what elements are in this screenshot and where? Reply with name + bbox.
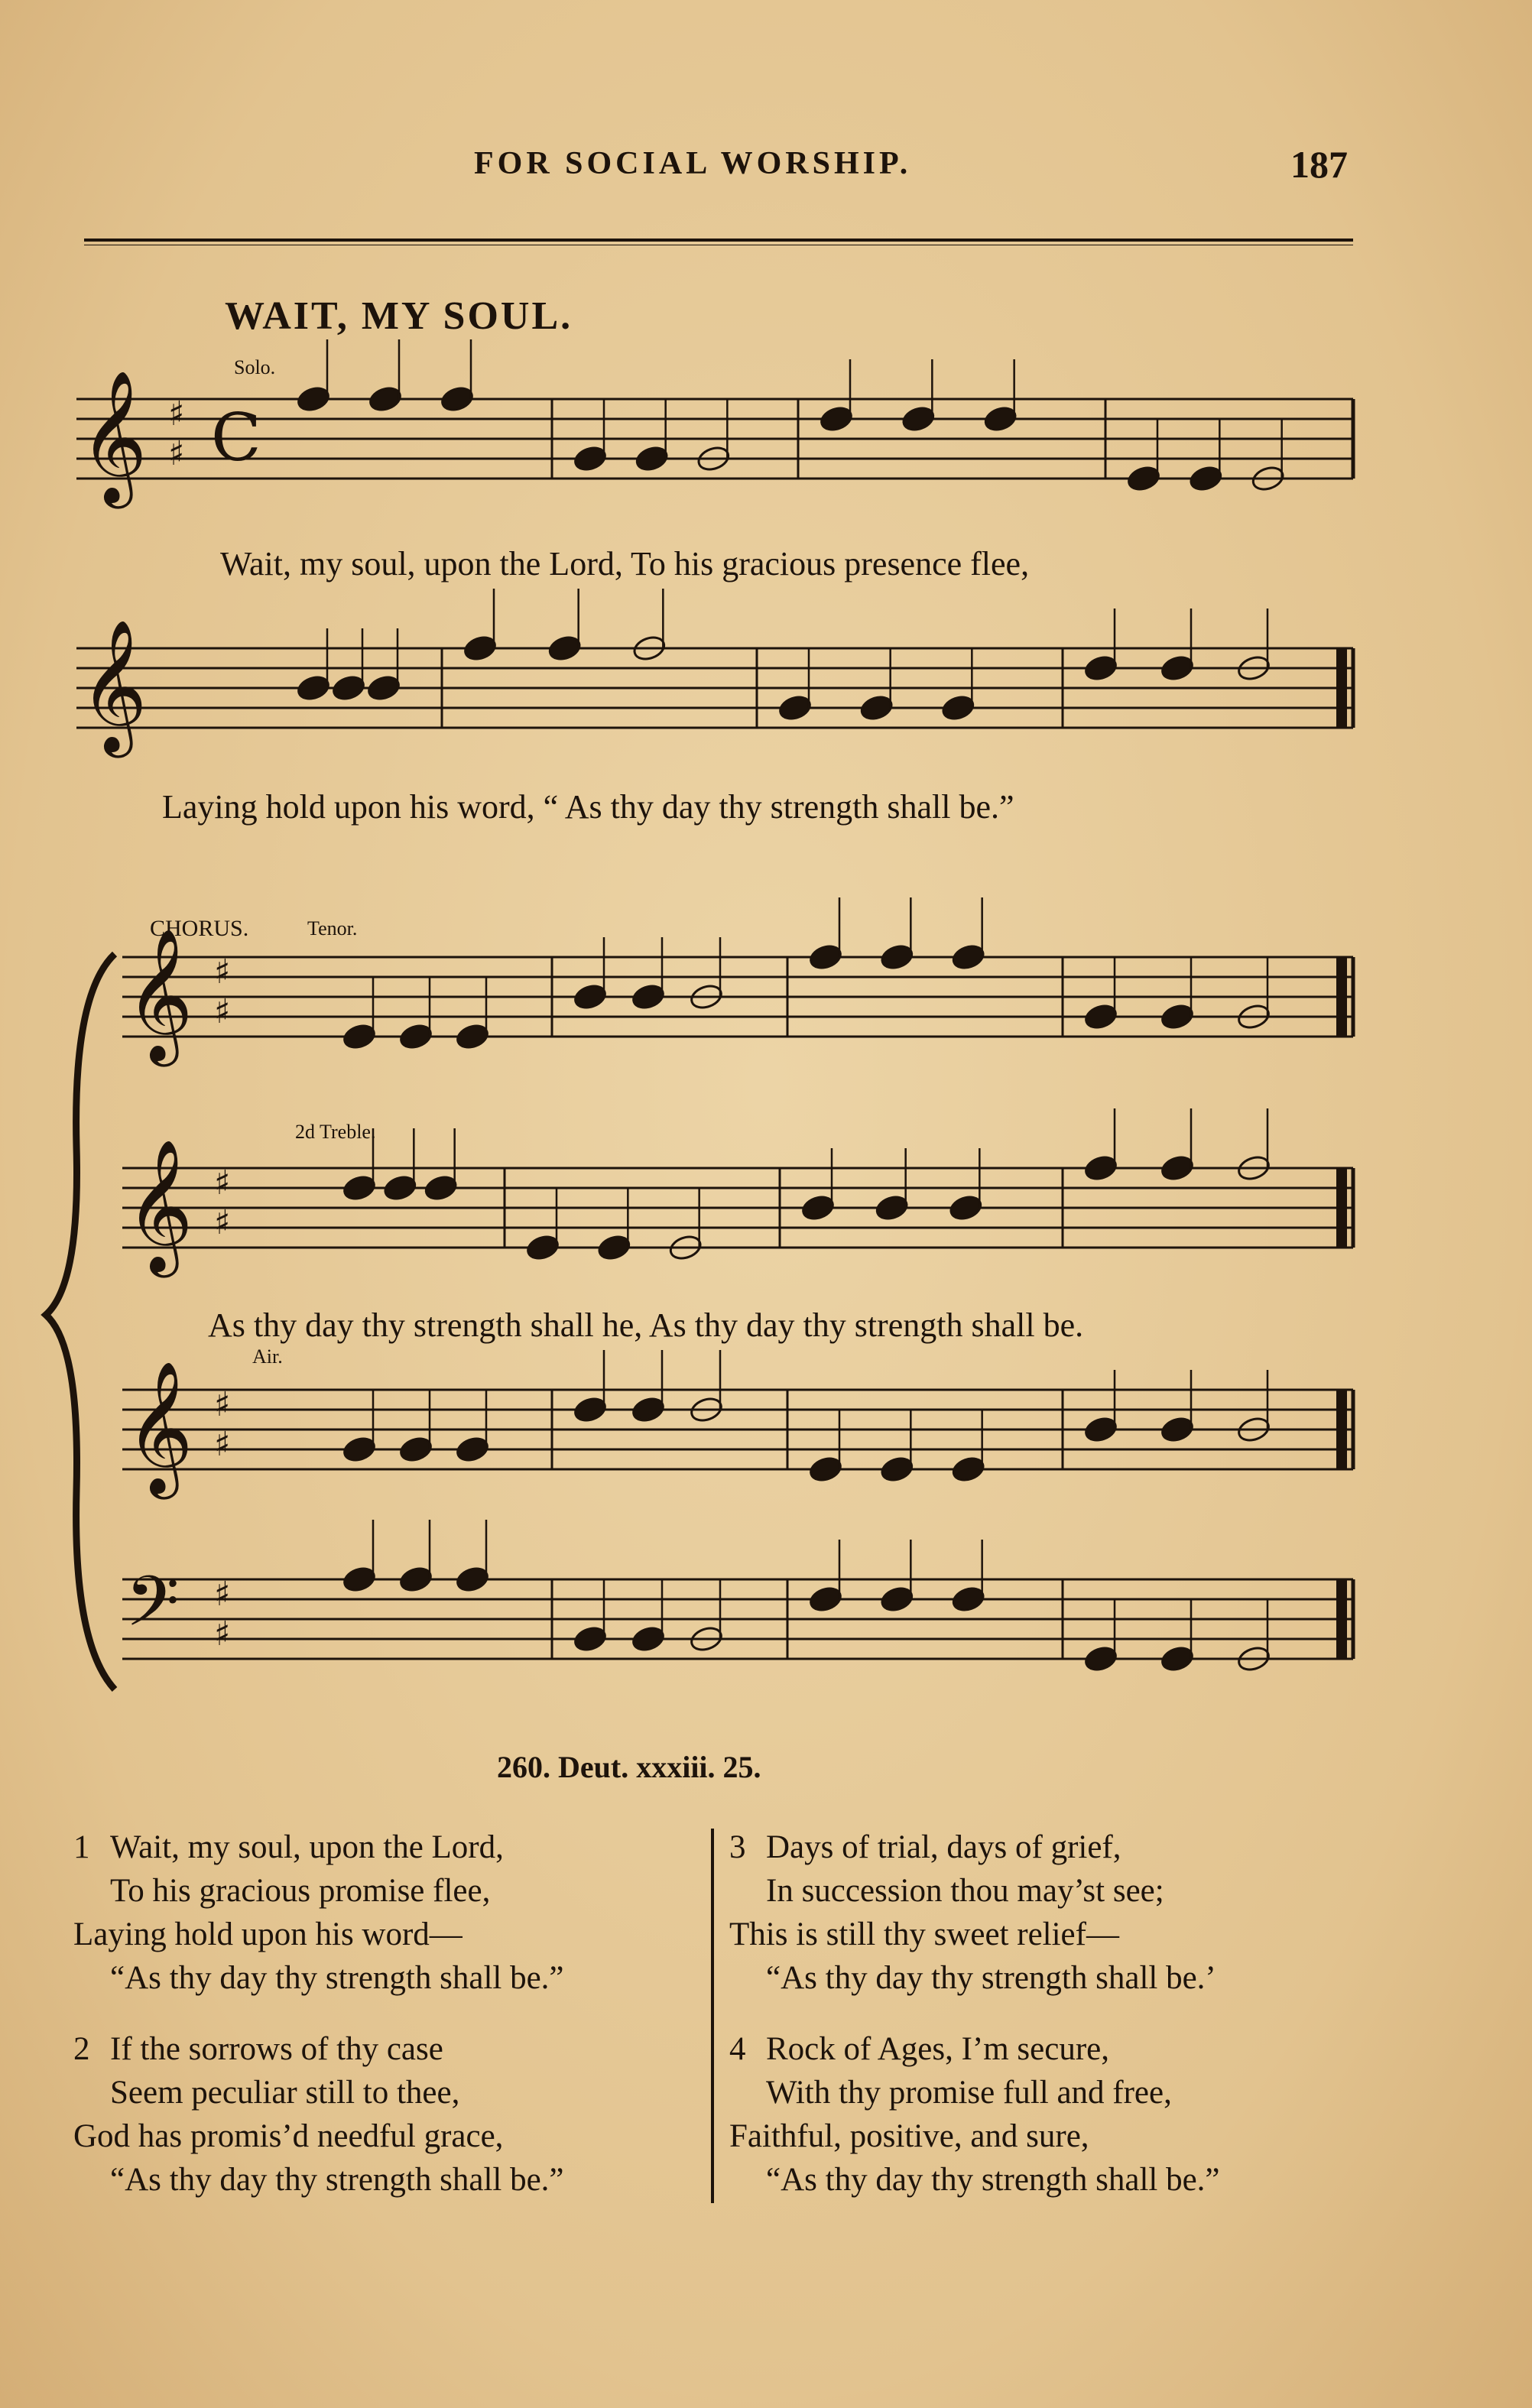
- column-divider: [711, 1829, 714, 2203]
- note-head: [819, 404, 854, 433]
- note-head: [368, 385, 403, 414]
- note-head: [901, 404, 936, 433]
- note-head: [342, 1022, 377, 1051]
- note-head: [455, 1435, 490, 1464]
- sharp-icon: ♯: [214, 952, 231, 991]
- note-head: [777, 693, 813, 722]
- note-head: [331, 673, 366, 703]
- stanza-number: 3: [729, 1829, 746, 1865]
- sharp-icon: ♯: [168, 394, 185, 433]
- note-head: [547, 634, 582, 663]
- note-head: [455, 1022, 490, 1051]
- note-head: [1083, 1002, 1118, 1031]
- chorus-lyrics: As thy day thy strength shall he, As thy day thy strength shall be.: [208, 1306, 1084, 1344]
- note-head: [1160, 654, 1195, 683]
- hymn-reference: 260. Deut. xxxiii. 25.: [497, 1750, 761, 1784]
- note-head: [950, 1455, 985, 1484]
- note-head: [423, 1173, 458, 1202]
- tenor-label: Tenor.: [307, 917, 358, 940]
- treble-clef-icon: 𝄞: [125, 1139, 193, 1272]
- note-head: [631, 1395, 666, 1424]
- stanza-line: With thy promise full and free,: [766, 2075, 1172, 2111]
- note-head: [573, 1395, 608, 1424]
- stanza-line: Faithful, positive, and sure,: [729, 2118, 1089, 2154]
- bass-clef-icon: 𝄢: [125, 1561, 180, 1659]
- note-head: [631, 1624, 666, 1653]
- music-notes: [296, 339, 1286, 1673]
- stanza-number: 2: [73, 2031, 90, 2067]
- stanza-number: 1: [73, 1829, 90, 1865]
- note-head: [1160, 1002, 1195, 1031]
- note-head: [1083, 1415, 1118, 1444]
- common-time-icon: C: [211, 400, 261, 476]
- note-head: [455, 1565, 490, 1594]
- note-head: [940, 693, 975, 722]
- stanza-line: If the sorrows of thy case: [110, 2031, 443, 2067]
- note-head: [874, 1193, 909, 1222]
- note-head: [398, 1565, 433, 1594]
- note-head: [631, 982, 666, 1011]
- final-bar-line: [1336, 1168, 1347, 1248]
- treble-clef-icon: 𝄞: [125, 1361, 193, 1494]
- note-head: [342, 1565, 377, 1594]
- stanza-2: [73, 2027, 564, 2202]
- stanza-line: This is still thy sweet relief—: [729, 1916, 1119, 1952]
- note-head: [398, 1022, 433, 1051]
- stanza-1: [73, 1825, 564, 2000]
- final-bar-line: [1336, 1579, 1347, 1659]
- stanza-line: Laying hold upon his word—: [73, 1916, 463, 1952]
- treble-clef-icon: 𝄞: [80, 619, 148, 752]
- note-head: [982, 404, 1018, 433]
- stanza-4: [729, 2027, 1220, 2202]
- note-head: [342, 1173, 377, 1202]
- stanza-line: “As thy day thy strength shall be.’: [766, 1960, 1216, 1996]
- chorus-brace: [46, 954, 115, 1689]
- chorus-label: CHORUS.: [150, 916, 249, 941]
- note-head: [808, 1455, 843, 1484]
- note-head: [859, 693, 894, 722]
- running-head: FOR SOCIAL WORSHIP.: [474, 146, 912, 181]
- stanza-line: “As thy day thy strength shall be.”: [766, 2162, 1220, 2198]
- final-bar-line: [1336, 1390, 1347, 1469]
- sharp-icon: ♯: [214, 1163, 231, 1202]
- sharp-icon: ♯: [214, 1203, 231, 1242]
- sharp-icon: ♯: [214, 1425, 231, 1464]
- note-head: [1160, 1415, 1195, 1444]
- sharp-icon: ♯: [214, 992, 231, 1031]
- sharp-icon: ♯: [214, 1575, 231, 1614]
- stanza-line: Days of trial, days of grief,: [766, 1829, 1121, 1865]
- treble-label: 2d Treble.: [295, 1121, 376, 1143]
- treble-clef-icon: 𝄞: [125, 928, 193, 1061]
- lyrics-line-1: Wait, my soul, upon the Lord, To his gracious presence flee,: [220, 545, 1030, 583]
- sharp-icon: ♯: [168, 434, 185, 473]
- note-head: [525, 1233, 560, 1262]
- note-head: [1188, 464, 1223, 493]
- note-head: [1160, 1644, 1195, 1673]
- note-head: [382, 1173, 417, 1202]
- note-head: [596, 1233, 631, 1262]
- stanza-line: “As thy day thy strength shall be.”: [110, 2162, 564, 2198]
- stanza-line: In succession thou may’st see;: [766, 1873, 1164, 1909]
- solo-label: Solo.: [234, 356, 276, 378]
- note-head: [573, 1624, 608, 1653]
- sharp-icon: ♯: [214, 1385, 231, 1424]
- note-head: [950, 1585, 985, 1614]
- note-head: [342, 1435, 377, 1464]
- note-head: [634, 444, 669, 473]
- note-head: [808, 1585, 843, 1614]
- note-head: [879, 943, 914, 972]
- lyrics-line-2: Laying hold upon his word, “ As thy day thy strength shall be.”: [162, 788, 1014, 826]
- stanza-line: To his gracious promise flee,: [110, 1873, 491, 1909]
- note-head: [1083, 1154, 1118, 1183]
- sharp-icon: ♯: [214, 1615, 231, 1653]
- stanza-number: 4: [729, 2031, 746, 2067]
- stanza-3: [729, 1825, 1216, 2000]
- note-head: [573, 444, 608, 473]
- note-head: [950, 943, 985, 972]
- page-number: 187: [1290, 143, 1348, 186]
- tune-title: WAIT, MY SOUL.: [225, 294, 573, 338]
- stanza-line: Seem peculiar still to thee,: [110, 2075, 460, 2111]
- note-head: [800, 1193, 836, 1222]
- note-head: [879, 1585, 914, 1614]
- note-head: [1160, 1154, 1195, 1183]
- air-label: Air.: [252, 1345, 283, 1368]
- note-head: [879, 1455, 914, 1484]
- note-head: [1083, 1644, 1118, 1673]
- treble-clef-icon: 𝄞: [80, 370, 148, 503]
- stanza-line: “As thy day thy strength shall be.”: [110, 1960, 564, 1996]
- note-head: [296, 673, 331, 703]
- note-head: [440, 385, 475, 414]
- note-head: [1083, 654, 1118, 683]
- stanza-line: God has promis’d needful grace,: [73, 2118, 504, 2154]
- note-head: [463, 634, 498, 663]
- note-head: [573, 982, 608, 1011]
- note-head: [296, 385, 331, 414]
- note-head: [808, 943, 843, 972]
- stanza-line: Rock of Ages, I’m secure,: [766, 2031, 1109, 2067]
- note-head: [398, 1435, 433, 1464]
- note-head: [1126, 464, 1161, 493]
- final-bar-line: [1336, 648, 1347, 728]
- note-head: [366, 673, 401, 703]
- stanza-line: Wait, my soul, upon the Lord,: [110, 1829, 504, 1865]
- note-head: [948, 1193, 983, 1222]
- final-bar-line: [1336, 957, 1347, 1037]
